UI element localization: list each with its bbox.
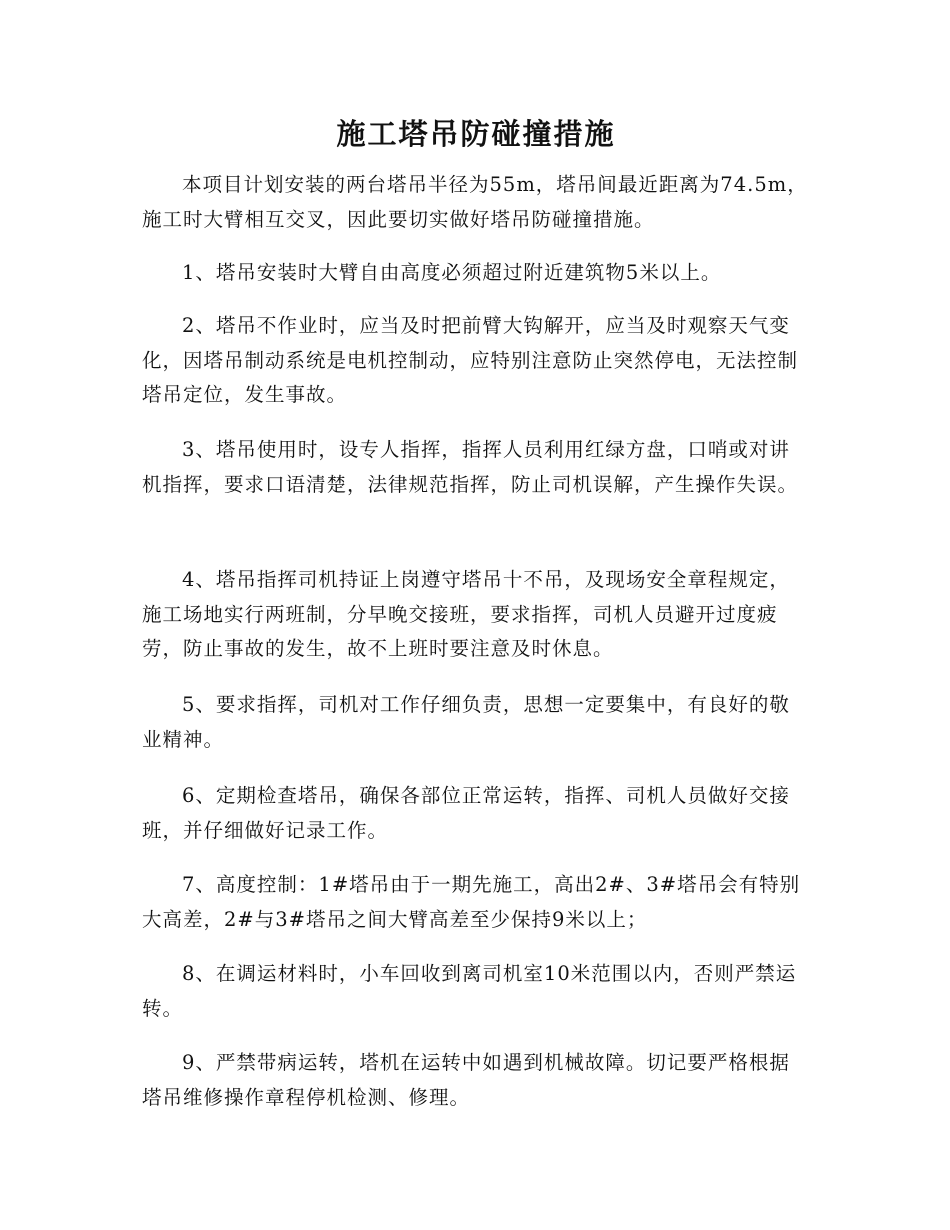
intro-paragraph: 本项目计划安装的两台塔吊半径为55m，塔吊间最近距离为74.5m，施工时大臂相互交叉，因此要切实做好塔吊防碰撞措施。	[142, 173, 808, 231]
measure-5-paragraph: 5、要求指挥，司机对工作仔细负责，思想一定要集中，有良好的敬业精神。	[142, 693, 790, 751]
measure-4-paragraph: 4、塔吊指挥司机持证上岗遵守塔吊十不吊，及现场安全章程规定，施工场地实行两班制，分早晚交接班，要求指挥，司机人员避开过度疲劳，防止事故的发生，故不上班时要注意及时休息。	[142, 568, 790, 660]
measure-6-paragraph: 6、定期检查塔吊，确保各部位正常运转，指挥、司机人员做好交接班，并仔细做好记录工作。	[142, 784, 790, 842]
measure-8-paragraph: 8、在调运材料时，小车回收到离司机室10米范围以内，否则严禁运转。	[142, 962, 797, 1020]
measure-9-paragraph: 9、严禁带病运转，塔机在运转中如遇到机械故障。切记要严格根据塔吊维修操作章程停机检测、修理。	[142, 1051, 790, 1109]
measure-7-paragraph: 7、高度控制：1#塔吊由于一期先施工，高出2#、3#塔吊会有特别大高差，2#与3#塔吊之间大臂高差至少保持9米以上；	[142, 873, 801, 931]
measure-1-paragraph: 1、塔吊安装时大臂自由高度必须超过附近建筑物5米以上。	[182, 261, 722, 284]
measure-3-paragraph: 3、塔吊使用时，设专人指挥，指挥人员利用红绿方盘，口哨或对讲机指挥，要求口语清楚，法律规范指挥，防止司机误解，产生操作失误。	[142, 438, 799, 496]
measure-2-paragraph: 2、塔吊不作业时，应当及时把前臂大钩解开，应当及时观察天气变化，因塔吊制动系统是电机控制动，应特别注意防止突然停电，无法控制塔吊定位，发生事故。	[142, 314, 799, 406]
document-title: 施工塔吊防碰撞措施	[336, 117, 616, 151]
